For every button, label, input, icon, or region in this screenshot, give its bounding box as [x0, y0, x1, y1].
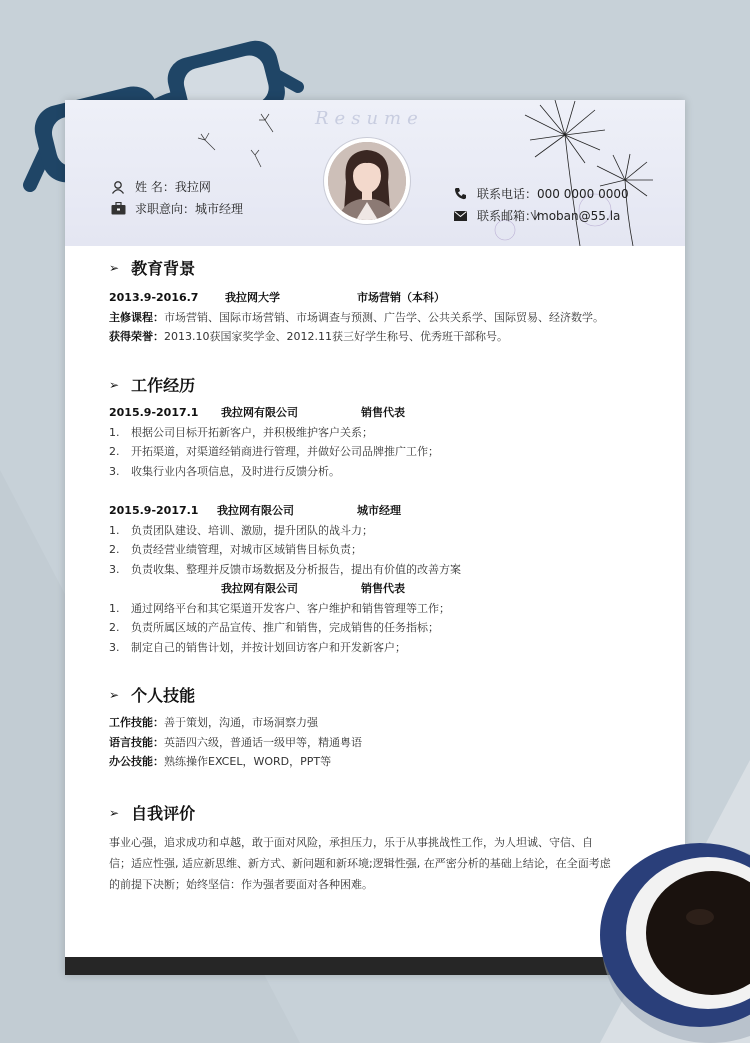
coffee-cup-decoration	[600, 835, 750, 1043]
work-title: ➢ 工作经历	[109, 376, 196, 395]
skill-row: 工作技能：善于策划，沟通，市场洞察力强	[109, 716, 318, 729]
dandelion-decoration	[475, 100, 685, 246]
work-section	[109, 373, 649, 657]
arrow-icon: ➢	[109, 805, 120, 820]
mail-icon	[451, 208, 469, 224]
education-title: ➢ 教育背景	[109, 259, 196, 278]
person-icon	[109, 179, 127, 195]
list-item: 2. 开拓渠道，对渠道经销商进行管理，并做好公司品牌推广工作；	[109, 445, 439, 458]
job-head: 2015.9-2017.1 我拉网有限公司 销售代表	[109, 406, 405, 419]
phone-label: 联系电话：000 0000 0000	[477, 187, 629, 201]
arrow-icon: ➢	[109, 377, 120, 392]
seed-decoration	[185, 110, 295, 170]
list-item: 2. 负责所属区域的产品宣传、推广和销售，完成销售的任务指标；	[109, 621, 439, 634]
education-period: 2013.9-2016.7	[109, 291, 199, 304]
intention-row	[109, 200, 243, 217]
job-head: 2015.9-2017.1 我拉网有限公司 城市经理	[109, 504, 401, 517]
resume-header	[65, 100, 685, 246]
arrow-icon: ➢	[109, 687, 120, 702]
education-courses: 主修课程：市场营销、国际市场营销、市场调查与预测、广告学、公共关系学、国际贸易、经济数学。	[109, 310, 604, 324]
intention-label: 求职意向：城市经理	[135, 202, 244, 216]
list-item: 3. 制定自己的销售计划，并按计划回访客户和开发新客户；	[109, 640, 406, 654]
skills-title: ➢ 个人技能	[109, 686, 196, 705]
job-head: 我拉网有限公司 销售代表	[221, 582, 405, 595]
email-row	[451, 207, 620, 224]
list-item: 1. 通过网络平台和其它渠道开发客户、客户维护和销售管理等工作；	[109, 601, 450, 615]
job-3	[109, 579, 649, 657]
skill-row: 语言技能：英語四六级，普通话一级甲等，精通粤语	[109, 735, 362, 749]
education-honors: 获得荣誉：2013.10获国家奖学金、2012.11获三好学生称号、优秀班干部称号。	[109, 330, 508, 343]
self-eval-text: 事业心强，追求成功和卓越，敢于面对风险，承担压力，乐于从事挑战性工作，为人坦诚、守信、自 信；适应性强, 适应新思维、新方式、新问题和新环境;逻辑性强, 在严密分析的基础上结论，在全面考虑 的前提下决断；始终坚信：作为强者要面对各种困难。	[109, 836, 611, 891]
footer-bar	[65, 957, 685, 975]
list-item: 3. 负责收集、整理并反馈市场数据及分析报告，提出有价值的改善方案	[109, 562, 461, 576]
resume-paper	[65, 100, 685, 975]
education-major: 市场营销（本科）	[357, 291, 445, 304]
arrow-icon: ➢	[109, 260, 120, 275]
self-eval-section	[109, 801, 629, 895]
name-row	[109, 178, 211, 195]
name-label: 姓 名：我拉网	[135, 180, 211, 194]
education-section	[109, 256, 629, 347]
phone-icon	[451, 186, 469, 202]
list-item: 2. 负责经营业绩管理，对城市区域销售目标负责；	[109, 543, 362, 556]
list-item: 3. 收集行业内各项信息，及时进行反馈分析。	[109, 464, 340, 478]
education-entry-head	[109, 288, 629, 308]
avatar	[324, 138, 410, 224]
briefcase-icon	[109, 201, 127, 217]
education-school: 我拉网大学	[225, 291, 280, 304]
list-item: 1. 根据公司目标开拓新客户，并积极维护客户关系；	[109, 425, 373, 439]
email-label: 联系邮箱：moban@55.la	[477, 209, 621, 223]
skills-section	[109, 683, 362, 772]
phone-row	[451, 185, 629, 202]
resume-watermark: Resume	[315, 108, 424, 129]
job-2	[109, 501, 649, 579]
self-eval-title: ➢ 自我评价	[109, 804, 196, 823]
skill-row: 办公技能：熟练操作EXCEL，WORD，PPT等	[109, 755, 332, 768]
job-1	[109, 403, 649, 481]
list-item: 1. 负责团队建设、培训、激励，提升团队的战斗力；	[109, 523, 373, 537]
